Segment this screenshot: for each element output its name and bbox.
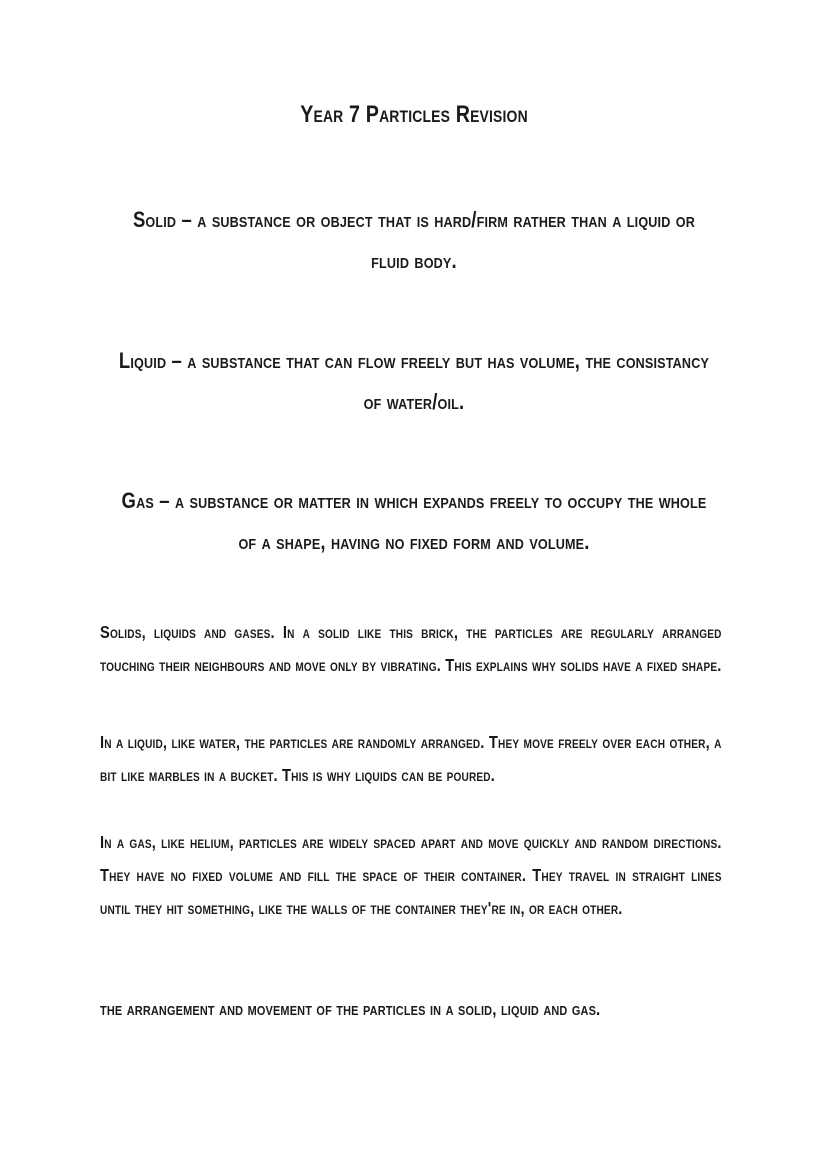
definition-solid: Solid – a substance or object that is hard/firm rather than a liquid or fluid body. — [132, 207, 696, 273]
page-title: Year 7 Particles Revision — [300, 101, 528, 128]
paragraph-solids: Solids, liquids and gases. In a solid like this brick, the particles are regularly arranged touching their neighbours and move only by vibrating. This explains why solids have a fixed shape. — [100, 622, 722, 675]
paragraph-gases: In a gas, like helium, particles are widely spaced apart and move quickly and random directions. They have no fixed volume and fill the space of their container. They travel in straight lines until they hit something, like the walls of the container they're in, or each other. — [100, 832, 722, 918]
definition-liquid: Liquid – a substance that can flow freely but has volume, the consistancy of water/oil. — [118, 348, 710, 414]
caption: the arrangement and movement of the particles in a solid, liquid and gas. — [100, 999, 601, 1019]
definition-gas: Gas – a substance or matter in which expands freely to occupy the whole of a shape, having no fixed form and volume. — [121, 488, 707, 554]
paragraph-liquids: In a liquid, like water, the particles are randomly arranged. They move freely over each other, a bit like marbles in a bucket. This is why liquids can be poured. — [100, 732, 722, 785]
